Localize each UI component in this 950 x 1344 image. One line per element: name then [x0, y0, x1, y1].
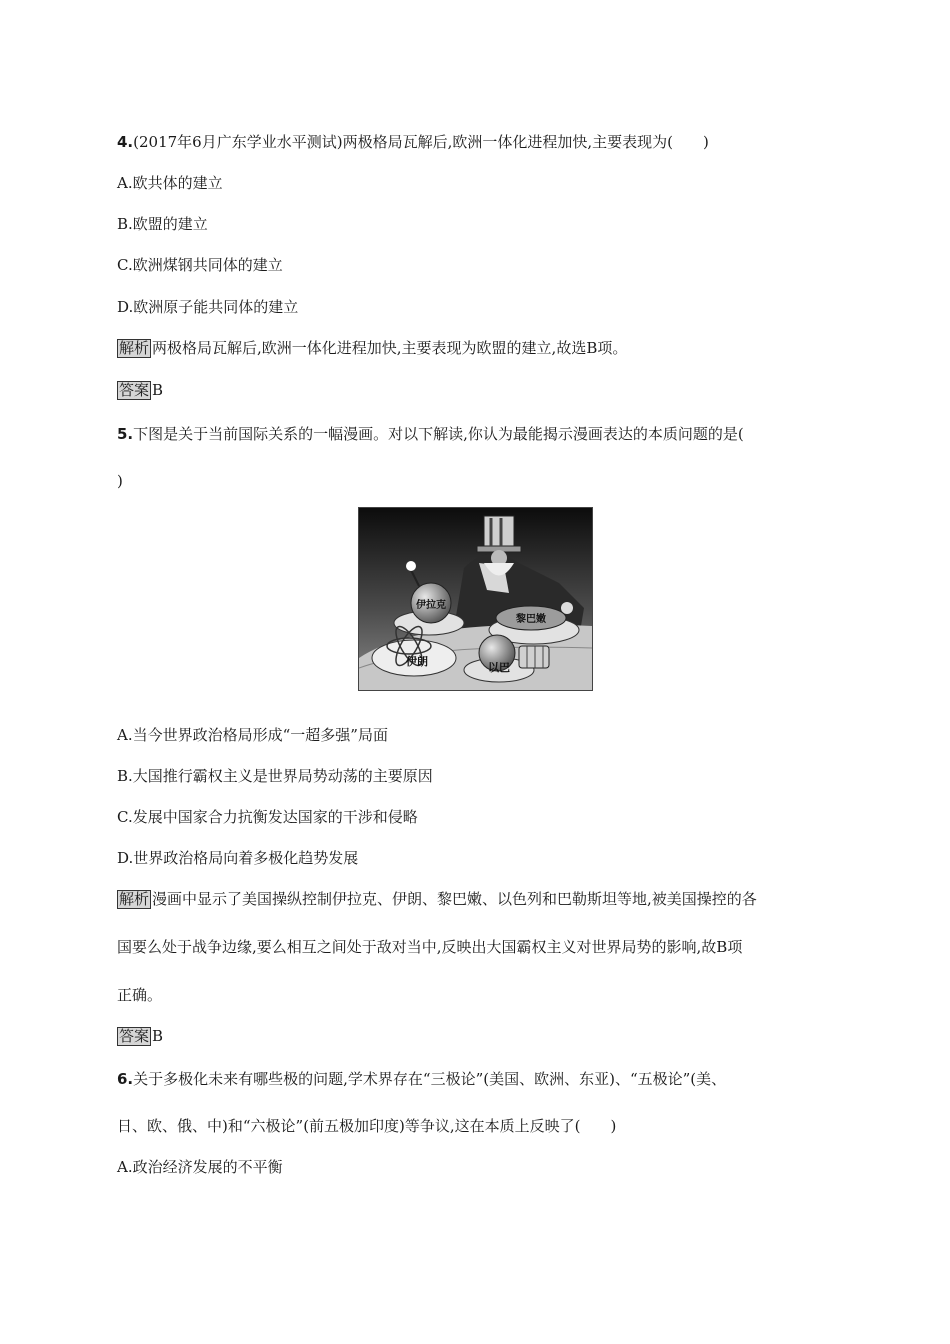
answer-tag: 答案: [119, 1027, 150, 1045]
option-b: B.大国推行霸权主义是世界局势动荡的主要原因: [117, 767, 433, 785]
question-6-stem-cont: 日、欧、俄、中)和“六极论”(前五极加印度)等争议,这在本质上反映了( ): [117, 1117, 617, 1135]
cartoon-illustration: [359, 508, 592, 690]
option-c: C.欧洲煤钢共同体的建立: [117, 256, 283, 274]
option-c: C.发展中国家合力抗衡发达国家的干涉和侵略: [117, 808, 418, 826]
option-a: A.欧共体的建立: [117, 174, 223, 192]
answer-line: [117, 1026, 163, 1046]
analysis-tag: 解析: [119, 339, 150, 357]
answer-line: [117, 380, 163, 400]
option-a: A.政治经济发展的不平衡: [117, 1158, 283, 1176]
label-lebanon: 黎巴嫩: [516, 614, 546, 625]
analysis-text: 两极格局瓦解后,欧洲一体化进程加快,主要表现为欧盟的建立,故选B项。: [152, 339, 628, 357]
answer-tag: 答案: [119, 381, 150, 399]
label-iraq: 伊拉克: [416, 600, 446, 611]
question-text: 下图是关于当前国际关系的一幅漫画。对以下解读,你认为最能揭示漫画表达的本质问题的是(: [133, 425, 744, 443]
question-number: 4.: [117, 133, 134, 151]
analysis-tag: 解析: [119, 890, 150, 908]
label-iran: 伊朗: [406, 655, 428, 668]
question-5-stem-cont: ): [117, 472, 123, 490]
analysis-line-2: 国要么处于战争边缘,要么相互之间处于敌对当中,反映出大国霸权主义对世界局势的影响,故B项: [117, 938, 743, 956]
question-text: 关于多极化未来有哪些极的问题,学术界存在“三极论”(美国、欧洲、东亚)、“五极论”(美、: [133, 1070, 727, 1088]
question-number: 6.: [117, 1070, 134, 1088]
analysis-line: [117, 338, 627, 358]
option-b: B.欧盟的建立: [117, 215, 208, 233]
analysis-line: [117, 889, 757, 909]
question-5-stem: [117, 424, 744, 444]
option-d: D.世界政治格局向着多极化趋势发展: [117, 849, 359, 867]
political-cartoon: [358, 507, 593, 691]
answer-text: B: [152, 1027, 164, 1045]
question-4-stem: [117, 132, 709, 152]
label-israel-palestine: 以巴: [488, 661, 510, 674]
analysis-text: 漫画中显示了美国操纵控制伊拉克、伊朗、黎巴嫩、以色列和巴勒斯坦等地,被美国操控的各: [152, 890, 757, 908]
analysis-line-3: 正确。: [117, 986, 163, 1004]
question-text: (2017年6月广东学业水平测试)两极格局瓦解后,欧洲一体化进程加快,主要表现为( ): [133, 133, 709, 151]
option-d: D.欧洲原子能共同体的建立: [117, 298, 299, 316]
option-a: A.当今世界政治格局形成“一超多强”局面: [117, 726, 388, 744]
question-number: 5.: [117, 425, 134, 443]
answer-text: B: [152, 381, 164, 399]
question-6-stem: [117, 1069, 726, 1089]
